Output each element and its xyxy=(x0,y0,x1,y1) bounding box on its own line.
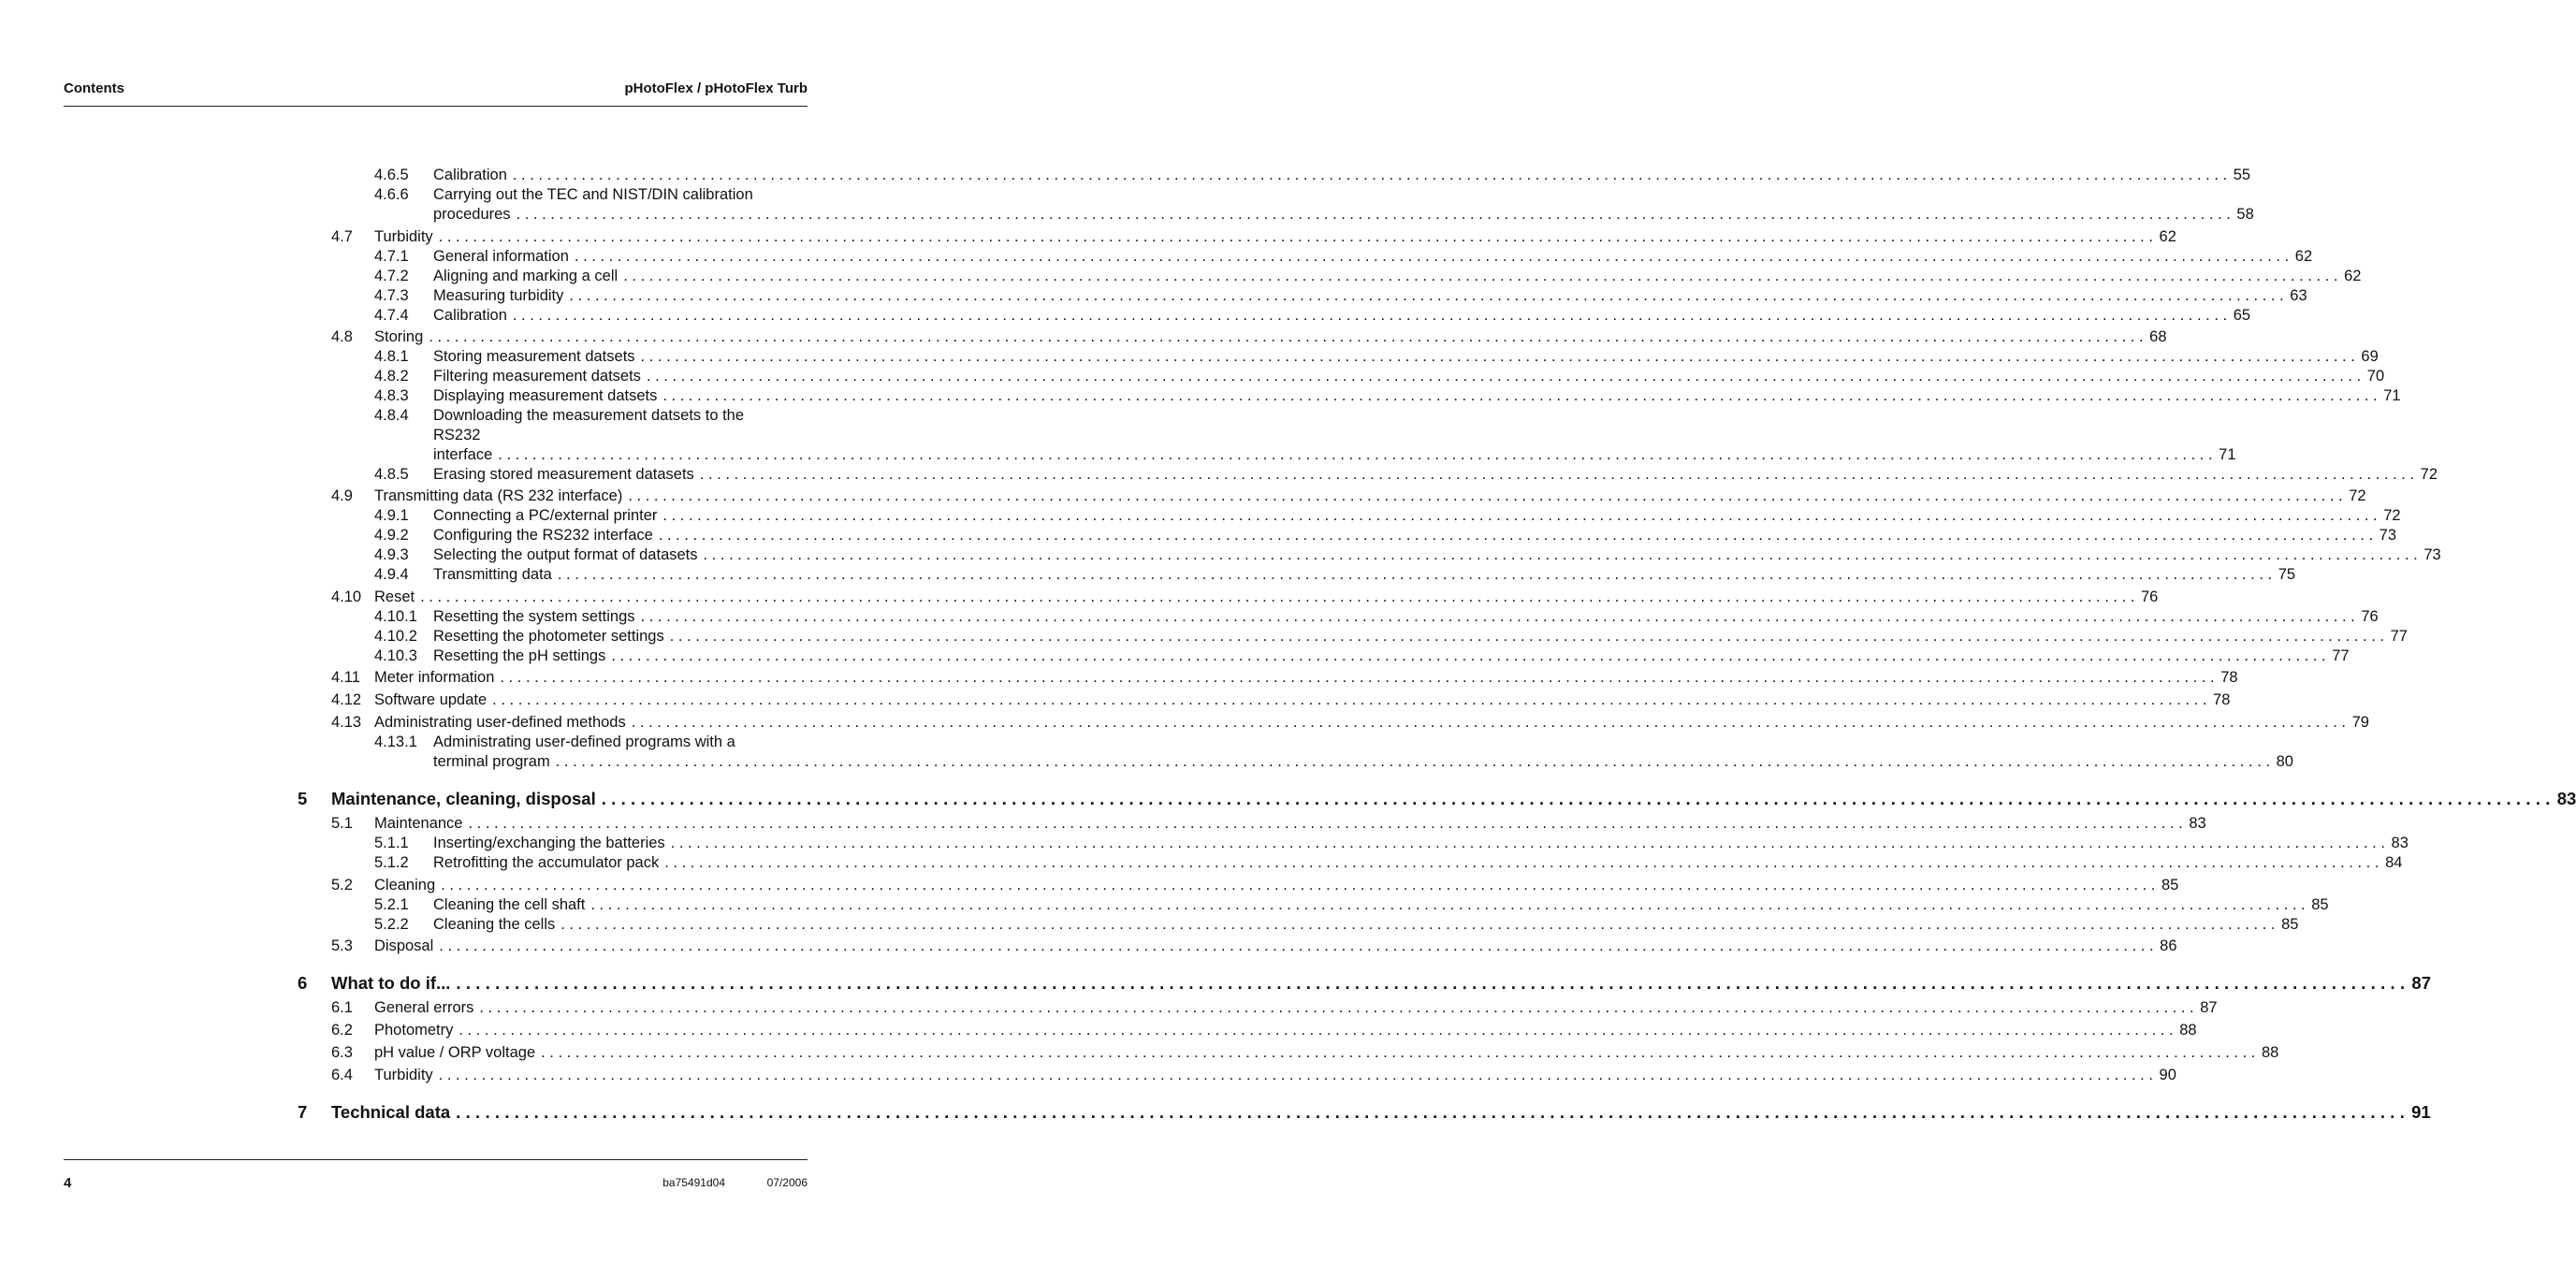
toc-entry-title: Carrying out the TEC and NIST/DIN calibration xyxy=(433,186,753,203)
dot-leader: ........................................................................................................................................................................................................ xyxy=(429,328,2148,345)
dot-leader: ........................................................................................................................................................................................................ xyxy=(699,466,2419,483)
toc-entry-page: 78 xyxy=(2220,669,2238,686)
dot-leader: ........................................................................................................................................................................................................ xyxy=(590,896,2310,913)
toc-entry-number: 4.7 xyxy=(331,228,353,245)
toc-entry-page: 65 xyxy=(2233,307,2251,324)
toc-entry-title: Filtering measurement datsets xyxy=(433,368,641,385)
toc-entry-number: 4.8.2 xyxy=(374,368,409,385)
dot-leader: ........................................................................................................................................................................................................ xyxy=(439,937,2159,954)
toc-entry-title: Downloading the measurement datsets to the xyxy=(433,407,745,424)
toc-entry-title: Transmitting data xyxy=(433,566,552,583)
header-rule xyxy=(64,106,808,107)
toc-entry-page: 70 xyxy=(2366,368,2385,385)
toc-entry xyxy=(0,165,2251,185)
toc-entry-number: 4.8.5 xyxy=(374,466,409,483)
toc-entry xyxy=(0,464,2438,485)
toc-entry xyxy=(0,751,2293,772)
toc-entry-title: Technical data xyxy=(331,1102,451,1122)
toc-entry-title: Reset xyxy=(374,588,415,605)
toc-entry-number: 5.1 xyxy=(331,815,353,832)
toc-entry-number: 4.13.1 xyxy=(374,734,417,750)
dot-leader: ........................................................................................................................................................................................................ xyxy=(512,167,2232,183)
toc-entry-title: Disposal xyxy=(374,937,434,954)
toc-entry xyxy=(0,789,2576,809)
running-header-right: pHotoFlex / pHotoFlex Turb xyxy=(624,80,808,96)
footer-rule xyxy=(64,1159,808,1160)
toc-entry-title: procedures xyxy=(433,206,511,223)
toc-entry xyxy=(0,894,2329,915)
dot-leader: ........................................................................................................................................................................................................ xyxy=(569,287,2289,304)
toc-entry-title: Maintenance, cleaning, disposal xyxy=(331,789,596,808)
toc-entry-title: Storing measurement datsets xyxy=(433,348,635,365)
toc-entry-title: Erasing stored measurement datasets xyxy=(433,466,694,483)
dot-leader: ........................................................................................................................................................................................................ xyxy=(557,566,2277,583)
toc-entry-number: 4.11 xyxy=(331,669,360,686)
toc-entry-title: Aligning and marking a cell xyxy=(433,268,619,284)
toc-entry-number: 4.13 xyxy=(331,714,362,731)
toc-entry-number: 5.2 xyxy=(331,877,353,894)
dot-leader: ........................................................................................................................................................................................................ xyxy=(670,835,2390,851)
dot-leader: ........................................................................................................................................................................................................ xyxy=(441,877,2160,894)
dot-leader: ........................................................................................................................................................................................................ xyxy=(640,608,2360,625)
toc-entry-number: 6.3 xyxy=(331,1044,353,1061)
toc-entry xyxy=(0,690,2231,710)
dot-leader: ........................................................................................................................................................................................................ xyxy=(555,753,2275,770)
running-header-left: Contents xyxy=(64,80,124,96)
toc-entry-number: 5.1.2 xyxy=(374,854,409,871)
dot-leader: ........................................................................................................................................................................................................ xyxy=(658,527,2378,544)
toc-entry-title: Resetting the photometer settings xyxy=(433,628,664,645)
toc-entry-page: 76 xyxy=(2140,588,2159,605)
dot-leader: ........................................................................................................................................................................................................ xyxy=(498,446,2218,463)
toc-entry xyxy=(0,606,2379,627)
toc-entry-number: 6.2 xyxy=(331,1022,353,1039)
toc-entry-number: 4.10.2 xyxy=(374,628,417,645)
toc-entry-title: Cleaning xyxy=(374,877,436,894)
toc-entry-number: 4.12 xyxy=(331,691,362,708)
toc-entry xyxy=(0,346,2379,367)
toc-entry-page: 86 xyxy=(2160,937,2177,954)
toc-entry-number: 4.6.6 xyxy=(374,186,409,203)
toc-entry xyxy=(0,1102,2431,1123)
toc-entry-number: 6.1 xyxy=(331,999,353,1016)
toc-entry-title: General information xyxy=(433,248,569,265)
toc-entry xyxy=(0,444,2236,465)
toc-entry-page: 69 xyxy=(2361,348,2379,365)
dot-leader: ........................................................................................................................................................................................................ xyxy=(468,815,2188,832)
toc-entry-number: 4.8 xyxy=(331,328,353,345)
toc-entry-page: 85 xyxy=(2311,896,2329,913)
toc-entry-page: 80 xyxy=(2276,753,2293,770)
toc-entry-page: 77 xyxy=(2390,628,2408,645)
dot-leader: ........................................................................................................................................................................................................ xyxy=(560,916,2280,933)
toc-entry-title: Measuring turbidity xyxy=(433,287,564,304)
dot-leader: ........................................................................................................................................................................................................ xyxy=(574,248,2293,265)
toc-entry-title: Turbidity xyxy=(374,228,433,245)
toc-entry-title: Connecting a PC/external printer xyxy=(433,507,658,524)
toc-entry-page: 87 xyxy=(2411,973,2431,993)
toc-entry-page: 72 xyxy=(2383,507,2401,524)
toc-entry-page: 79 xyxy=(2351,714,2369,731)
toc-entry-title: terminal program xyxy=(433,753,550,770)
toc-entry-title: Administrating user-defined methods xyxy=(374,714,626,731)
toc-entry xyxy=(0,626,2408,647)
dot-leader: ........................................................................................................................................................................................................ xyxy=(611,647,2331,664)
toc-entry-title: pH value / ORP voltage xyxy=(374,1044,536,1061)
page-number: 4 xyxy=(64,1175,72,1191)
toc-entry-number: 7 xyxy=(298,1102,308,1122)
toc-entry-page: 71 xyxy=(2219,446,2236,463)
dot-leader: ........................................................................................................................................................................................................ xyxy=(456,973,2410,993)
toc-entry xyxy=(0,1020,2197,1040)
dot-leader: ........................................................................................................................................................................................................ xyxy=(512,307,2232,324)
dot-leader: ........................................................................................................................................................................................................ xyxy=(420,588,2139,605)
toc-entry-number: 4.8.4 xyxy=(374,407,409,424)
toc-entry-title: Calibration xyxy=(433,307,507,324)
toc-entry-number: 4.10.1 xyxy=(374,608,417,625)
toc-entry-page: 75 xyxy=(2278,566,2296,583)
toc-entry-title: Maintenance xyxy=(374,815,463,832)
toc-entry-title: Turbidity xyxy=(374,1067,433,1083)
toc-entry-number: 4.7.1 xyxy=(374,248,409,265)
toc-entry-page: 90 xyxy=(2159,1067,2176,1083)
toc-entry xyxy=(0,266,2362,286)
toc-entry-number: 4.8.3 xyxy=(374,387,409,404)
toc-entry-number: 4.6.5 xyxy=(374,167,409,183)
toc-entry-page: 88 xyxy=(2261,1044,2279,1061)
toc-entry xyxy=(0,505,2401,526)
dot-leader: ........................................................................................................................................................................................................ xyxy=(601,789,2555,808)
toc-entry xyxy=(0,405,893,426)
toc-entry-page: 73 xyxy=(2379,527,2397,544)
toc-entry-title: Cleaning the cell shaft xyxy=(433,896,586,913)
toc-entry xyxy=(0,385,2401,406)
dot-leader: ........................................................................................................................................................................................................ xyxy=(456,1102,2410,1122)
dot-leader: ........................................................................................................................................................................................................ xyxy=(628,487,2348,504)
toc-entry xyxy=(0,997,2218,1018)
toc-entry xyxy=(0,327,2167,347)
toc-entry-page: 62 xyxy=(2294,248,2313,265)
dot-leader: ........................................................................................................................................................................................................ xyxy=(703,546,2423,563)
toc-entry-page: 85 xyxy=(2161,877,2179,894)
toc-entry xyxy=(0,732,893,752)
toc-entry xyxy=(0,184,893,205)
toc-entry xyxy=(0,525,2397,545)
toc-entry xyxy=(0,936,2177,956)
toc-entry-title: Selecting the output format of datasets xyxy=(433,546,698,563)
dot-leader: ........................................................................................................................................................................................................ xyxy=(664,854,2384,871)
toc-entry-number: 5.1.1 xyxy=(374,835,409,851)
toc-entry xyxy=(0,914,2299,935)
toc-entry-title: Displaying measurement datsets xyxy=(433,387,658,404)
document-id: ba75491d04 xyxy=(662,1176,725,1189)
toc-entry-title: Cleaning the cells xyxy=(433,916,556,933)
toc-entry-page: 83 xyxy=(2391,835,2409,851)
toc-entry-title: Configuring the RS232 interface xyxy=(433,527,653,544)
toc-entry-title: Storing xyxy=(374,328,424,345)
dot-leader: ........................................................................................................................................................................................................ xyxy=(458,1022,2178,1039)
toc-entry xyxy=(0,667,2238,688)
toc-entry xyxy=(0,1042,2279,1063)
toc-entry-page: 72 xyxy=(2349,487,2366,504)
dot-leader: ........................................................................................................................................................................................................ xyxy=(500,669,2219,686)
toc-entry-title: Inserting/exchanging the batteries xyxy=(433,835,665,851)
toc-entry-title: Transmitting data (RS 232 interface) xyxy=(374,487,623,504)
toc-entry-number: 4.9.4 xyxy=(374,566,409,583)
toc-entry xyxy=(0,875,2179,895)
toc-entry-number: 4.7.2 xyxy=(374,268,409,284)
toc-entry-title: Calibration xyxy=(433,167,507,183)
toc-entry-title: Resetting the pH settings xyxy=(433,647,606,664)
dot-leader: ........................................................................................................................................................................................................ xyxy=(631,714,2350,731)
toc-entry-title: RS232 xyxy=(433,427,481,443)
toc-entry-number: 4.9.2 xyxy=(374,527,409,544)
toc-entry xyxy=(0,425,893,445)
toc-entry-page: 91 xyxy=(2411,1102,2431,1122)
toc-entry xyxy=(0,486,2366,506)
toc-entry-number: 5.2.1 xyxy=(374,896,409,913)
toc-entry-title: Photometry xyxy=(374,1022,454,1039)
toc-entry xyxy=(0,712,2369,733)
dot-leader: ........................................................................................................................................................................................................ xyxy=(492,691,2212,708)
toc-entry xyxy=(0,564,2296,585)
toc-entry xyxy=(0,285,2307,306)
document-date: 07/2006 xyxy=(766,1176,808,1189)
toc-entry-number: 4.7.3 xyxy=(374,287,409,304)
toc-entry xyxy=(0,587,2159,607)
toc-entry xyxy=(0,204,2254,225)
toc-entry xyxy=(0,833,2409,853)
dot-leader: ........................................................................................................................................................................................................ xyxy=(669,628,2389,645)
toc-entry-number: 4.7.4 xyxy=(374,307,409,324)
toc-entry-number: 6 xyxy=(298,973,308,993)
toc-entry-title: Resetting the system settings xyxy=(433,608,635,625)
toc-entry-number: 4.9 xyxy=(331,487,353,504)
toc-entry xyxy=(0,545,2441,565)
toc-entry-number: 4.9.1 xyxy=(374,507,409,524)
toc-entry-number: 4.10.3 xyxy=(374,647,417,664)
toc-entry-page: 58 xyxy=(2236,206,2254,223)
dot-leader: ........................................................................................................................................................................................................ xyxy=(541,1044,2260,1061)
toc-entry xyxy=(0,1065,2176,1085)
toc-entry-page: 68 xyxy=(2149,328,2167,345)
dot-leader: ........................................................................................................................................................................................................ xyxy=(438,228,2158,245)
toc-entry-number: 5.3 xyxy=(331,937,353,954)
toc-entry xyxy=(0,305,2251,326)
toc-entry xyxy=(0,246,2313,267)
dot-leader: ........................................................................................................................................................................................................ xyxy=(662,507,2382,524)
toc-entry-page: 78 xyxy=(2213,691,2231,708)
toc-entry-number: 5 xyxy=(298,789,308,808)
dot-leader: ........................................................................................................................................................................................................ xyxy=(646,368,2365,385)
toc-entry-page: 55 xyxy=(2233,167,2251,183)
toc-entry-page: 63 xyxy=(2290,287,2307,304)
toc-entry-number: 5.2.2 xyxy=(374,916,409,933)
toc-entry-title: interface xyxy=(433,446,493,463)
toc-entry-number: 4.8.1 xyxy=(374,348,409,365)
toc-entry-page: 87 xyxy=(2200,999,2218,1016)
dot-leader: ........................................................................................................................................................................................................ xyxy=(640,348,2360,365)
dot-leader: ........................................................................................................................................................................................................ xyxy=(438,1067,2158,1083)
toc-entry-page: 76 xyxy=(2361,608,2379,625)
toc-entry-number: 6.4 xyxy=(331,1067,353,1083)
toc-entry-title: Retrofitting the accumulator pack xyxy=(433,854,660,871)
dot-leader: ........................................................................................................................................................................................................ xyxy=(623,268,2343,284)
toc-entry-page: 73 xyxy=(2423,546,2441,563)
toc-entry xyxy=(0,973,2431,994)
toc-entry-title: General errors xyxy=(374,999,474,1016)
toc-entry-page: 62 xyxy=(2344,268,2362,284)
toc-entry-title: Administrating user-defined programs with a xyxy=(433,734,735,750)
toc-entry-page: 83 xyxy=(2556,789,2576,808)
toc-entry-title: Meter information xyxy=(374,669,495,686)
toc-entry-page: 62 xyxy=(2159,228,2176,245)
toc-entry-page: 83 xyxy=(2189,815,2206,832)
toc-entry xyxy=(0,813,2206,834)
toc-entry-page: 77 xyxy=(2332,647,2350,664)
toc-entry-page: 84 xyxy=(2385,854,2403,871)
toc-entry xyxy=(0,226,2176,247)
toc-entry-number: 4.10 xyxy=(331,588,362,605)
toc-entry xyxy=(0,852,2403,873)
dot-leader: ........................................................................................................................................................................................................ xyxy=(662,387,2382,404)
toc-entry-page: 72 xyxy=(2420,466,2438,483)
dot-leader: ........................................................................................................................................................................................................ xyxy=(516,206,2235,223)
toc-entry xyxy=(0,366,2385,386)
toc-entry-number: 4.9.3 xyxy=(374,546,409,563)
toc-entry xyxy=(0,646,2350,666)
toc-entry-page: 88 xyxy=(2179,1022,2197,1039)
dot-leader: ........................................................................................................................................................................................................ xyxy=(479,999,2199,1016)
toc-entry-page: 71 xyxy=(2383,387,2401,404)
toc-entry-title: Software update xyxy=(374,691,488,708)
toc-entry-title: What to do if... xyxy=(331,973,451,993)
toc-entry-page: 85 xyxy=(2281,916,2299,933)
